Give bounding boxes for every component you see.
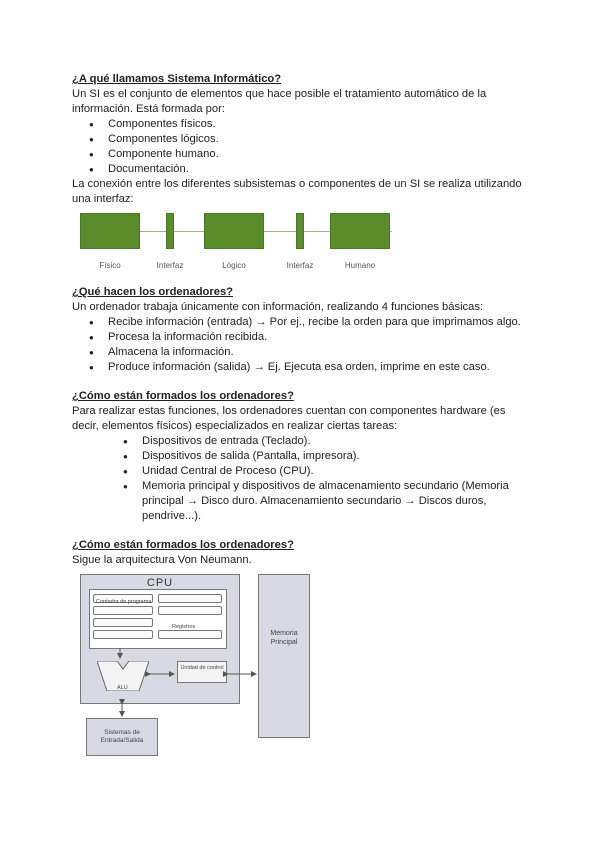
- program-counter-label: Contador de programa: [96, 599, 152, 605]
- section-que-hacen: [72, 285, 532, 375]
- section-intro: Un SI es el conjunto de elementos que hace posible el tratamiento automático de la información. Está formada por:: [72, 88, 487, 115]
- list-item: ● Componentes físicos.: [108, 117, 532, 132]
- section-intro: Sigue la arquitectura Von Neumann.: [72, 554, 252, 566]
- list-item: ● Memoria principal y dispositivos de almacenamiento secundario (Memoria principal → Disco duro. Almacenamiento secundario → Discos duros, pendrive...).: [142, 479, 532, 524]
- list-item: ● Recibe información (entrada) → Por ej., recibe la orden para que imprimamos algo.: [108, 315, 532, 330]
- list-item: ● Componentes lógicos.: [108, 132, 532, 147]
- section-outro: La conexión entre los diferentes subsistemas o componentes de un SI se realiza utilizando una interfaz:: [72, 178, 522, 205]
- functions-list: [72, 315, 532, 375]
- components-list: [72, 117, 532, 177]
- section-intro: Un ordenador trabaja únicamente con información, realizando 4 funciones básicas:: [72, 301, 484, 313]
- main-memory-label: Memoria Principal: [270, 630, 298, 646]
- section-como-estan-formados: [72, 389, 532, 524]
- list-item: ● Documentación.: [108, 162, 532, 177]
- logico-box: [204, 213, 264, 249]
- section-von-neumann: [72, 538, 532, 774]
- io-systems-label: Sistemas de Entrada/Salida: [100, 729, 144, 744]
- list-item: ● Unidad Central de Proceso (CPU).: [142, 464, 532, 479]
- interfaz-label-2: Interfaz: [286, 261, 314, 270]
- humano-label: Humano: [344, 261, 376, 270]
- document-page: [72, 72, 532, 774]
- interfaz-box-1: [166, 213, 174, 249]
- list-item: ● Componente humano.: [108, 147, 532, 162]
- cpu-label: CPU: [146, 577, 174, 589]
- section-title: ¿Qué hacen los ordenadores?: [72, 286, 234, 298]
- interfaz-box-2: [296, 213, 304, 249]
- section-title: ¿Cómo están formados los ordenadores?: [72, 390, 294, 402]
- control-unit-label: Unidad de control: [180, 665, 224, 671]
- humano-box: [330, 213, 390, 249]
- interface-diagram: [72, 213, 392, 271]
- list-item: ● Dispositivos de entrada (Teclado).: [142, 434, 532, 449]
- list-item: ● Produce información (salida) → Ej. Ejecuta esa orden, imprime en este caso.: [108, 360, 532, 375]
- interfaz-label-1: Interfaz: [156, 261, 184, 270]
- section-title: ¿Cómo están formados los ordenadores?: [72, 539, 294, 551]
- alu-label: ALU: [117, 685, 128, 691]
- section-intro: Para realizar estas funciones, los ordenadores cuentan con componentes hardware (es decir, elementos físicos) especializados en realizar ciertas tareas:: [72, 405, 506, 432]
- list-item: ● Procesa la información recibida.: [108, 330, 532, 345]
- fisico-box: [80, 213, 140, 249]
- list-item: ● Dispositivos de salida (Pantalla, impresora).: [142, 449, 532, 464]
- list-item: ● Almacena la información.: [108, 345, 532, 360]
- section-title: ¿A qué llamamos Sistema Informático?: [72, 73, 282, 85]
- fisico-label: Físico: [99, 261, 121, 270]
- registers-label: Registros: [172, 624, 196, 630]
- von-neumann-diagram: [80, 574, 380, 774]
- logico-label: Lógico: [222, 261, 246, 270]
- hardware-list: [72, 434, 532, 524]
- section-sistema-informatico: [72, 72, 532, 271]
- bus-arrows: [80, 574, 380, 774]
